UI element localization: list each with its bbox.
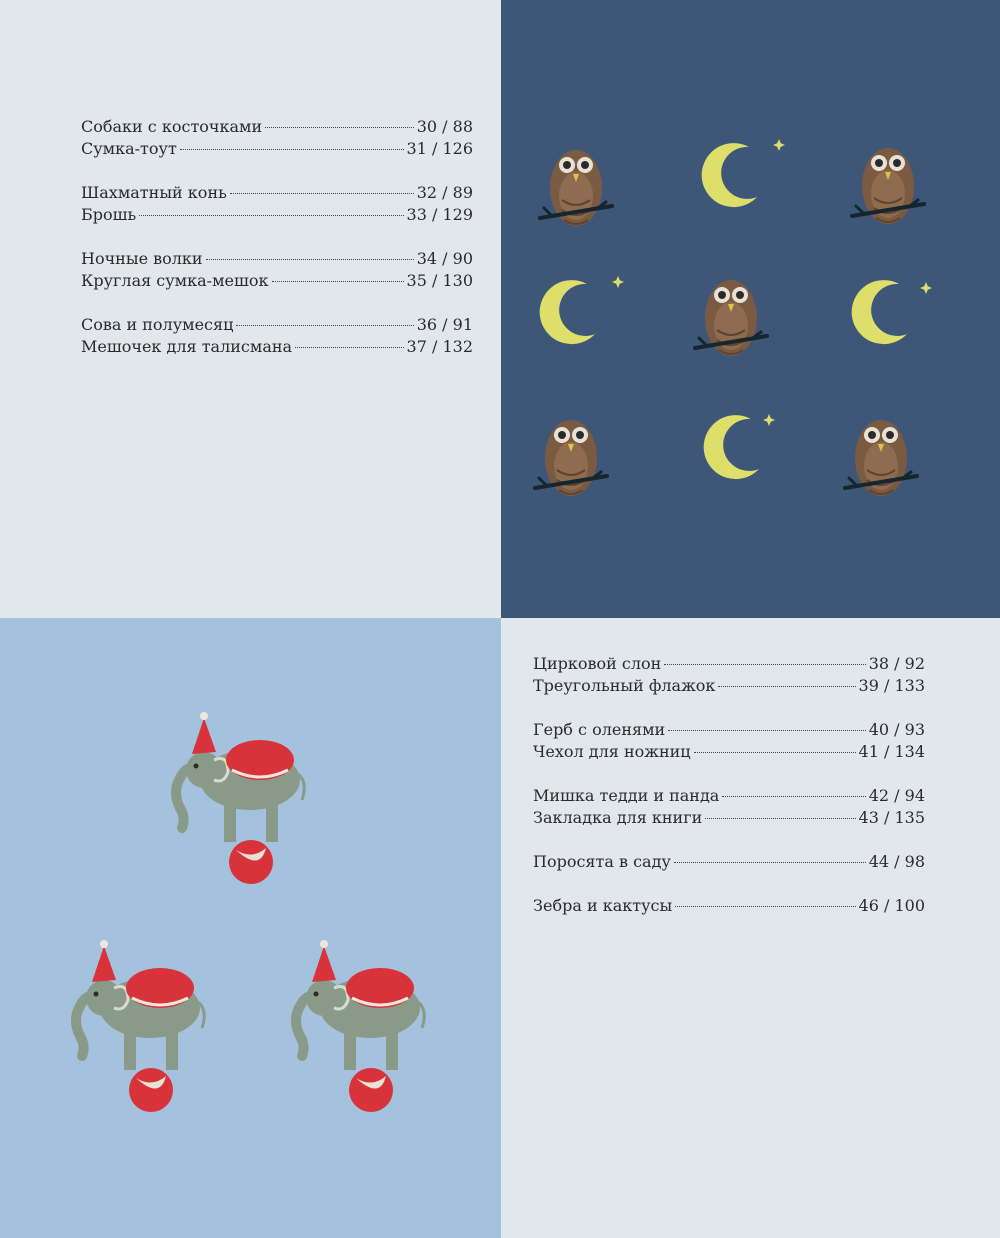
toc-entry[interactable] [533,807,925,829]
toc-entry-pages: 40 / 93 [868,720,925,739]
toc-leader-dots [674,862,866,863]
toc-entry-pages: 46 / 100 [858,896,925,915]
toc-entry-title: Сумка-тоут [81,139,177,158]
circus-elephant-embroidery [76,940,204,1112]
toc-top-panel [0,0,501,618]
toc-leader-dots [722,796,865,797]
owl-embroidery [852,148,924,224]
circus-elephant-embroidery [296,940,424,1112]
toc-leader-dots [236,325,413,326]
toc-entry-title: Шахматный конь [81,183,227,202]
toc-entry-title: Поросята в саду [533,852,671,871]
moon-embroidery [540,280,595,344]
toc-group [533,653,925,697]
toc-entry-pages: 31 / 126 [406,139,473,158]
star-embroidery [920,282,932,294]
moon-embroidery [704,415,759,479]
owl-embroidery [535,420,607,496]
toc-bottom-list [533,653,925,939]
toc-group [81,248,473,292]
toc-leader-dots [705,818,855,819]
toc-entry[interactable] [81,138,473,160]
moon-embroidery [702,143,757,207]
toc-entry[interactable] [533,653,925,675]
owl-embroidery [695,280,767,356]
toc-entry-title: Зебра и кактусы [533,896,673,915]
circus-elephant-embroidery [176,712,304,884]
toc-leader-dots [230,193,414,194]
toc-leader-dots [272,281,404,282]
toc-group [533,785,925,829]
toc-entry-pages: 39 / 133 [858,676,925,695]
toc-entry-pages: 44 / 98 [868,852,925,871]
toc-entry-title: Ночные волки [81,249,203,268]
toc-leader-dots [206,259,414,260]
toc-leader-dots [675,906,855,907]
owl-embroidery [540,150,612,226]
star-embroidery [773,139,785,151]
toc-group [81,116,473,160]
toc-entry[interactable] [81,182,473,204]
toc-entry[interactable] [533,719,925,741]
toc-entry[interactable] [81,116,473,138]
owl-embroidery-illustration [501,0,1000,618]
star-embroidery [763,414,775,426]
toc-entry[interactable] [533,675,925,697]
toc-entry[interactable] [81,204,473,226]
owl-embroidery [845,420,917,496]
toc-bottom-panel [501,618,1000,1238]
toc-entry-pages: 37 / 132 [406,337,473,356]
toc-entry[interactable] [81,336,473,358]
toc-entry-title: Треугольный флажок [533,676,716,695]
toc-entry-pages: 32 / 89 [416,183,473,202]
toc-entry[interactable] [81,314,473,336]
toc-leader-dots [668,730,866,731]
toc-entry[interactable] [533,785,925,807]
toc-entry[interactable] [533,741,925,763]
owl-embroidery-photo [501,0,1000,618]
toc-group [81,182,473,226]
toc-group [533,895,925,917]
toc-entry-title: Мешочек для талисмана [81,337,293,356]
toc-entry-title: Цирковой слон [533,654,662,673]
toc-leader-dots [295,347,403,348]
toc-entry[interactable] [533,895,925,917]
toc-entry-pages: 30 / 88 [416,117,473,136]
toc-group [533,719,925,763]
toc-entry-title: Собаки с косточками [81,117,263,136]
toc-entry-title: Круглая сумка-мешок [81,271,269,290]
toc-entry-pages: 41 / 134 [858,742,925,761]
toc-entry-title: Герб с оленями [533,720,666,739]
toc-leader-dots [180,149,404,150]
toc-entry[interactable] [533,851,925,873]
toc-leader-dots [718,686,855,687]
toc-entry-pages: 33 / 129 [406,205,473,224]
toc-leader-dots [694,752,856,753]
toc-entry-pages: 34 / 90 [416,249,473,268]
toc-entry[interactable] [81,270,473,292]
toc-entry-pages: 42 / 94 [868,786,925,805]
toc-leader-dots [139,215,403,216]
toc-entry-title: Чехол для ножниц [533,742,691,761]
toc-leader-dots [265,127,414,128]
toc-top-list [81,116,473,380]
toc-entry-title: Мишка тедди и панда [533,786,720,805]
toc-entry-pages: 38 / 92 [868,654,925,673]
toc-entry-title: Сова и полумесяц [81,315,234,334]
toc-leader-dots [664,664,865,665]
toc-group [533,851,925,873]
elephant-embroidery-illustration [0,618,501,1238]
toc-entry-title: Закладка для книги [533,808,703,827]
toc-entry-pages: 43 / 135 [858,808,925,827]
toc-group [81,314,473,358]
elephant-embroidery-photo [0,618,501,1238]
toc-entry-pages: 36 / 91 [416,315,473,334]
moon-embroidery [852,280,907,344]
toc-entry[interactable] [81,248,473,270]
toc-entry-pages: 35 / 130 [406,271,473,290]
toc-entry-title: Брошь [81,205,137,224]
star-embroidery [612,276,624,288]
